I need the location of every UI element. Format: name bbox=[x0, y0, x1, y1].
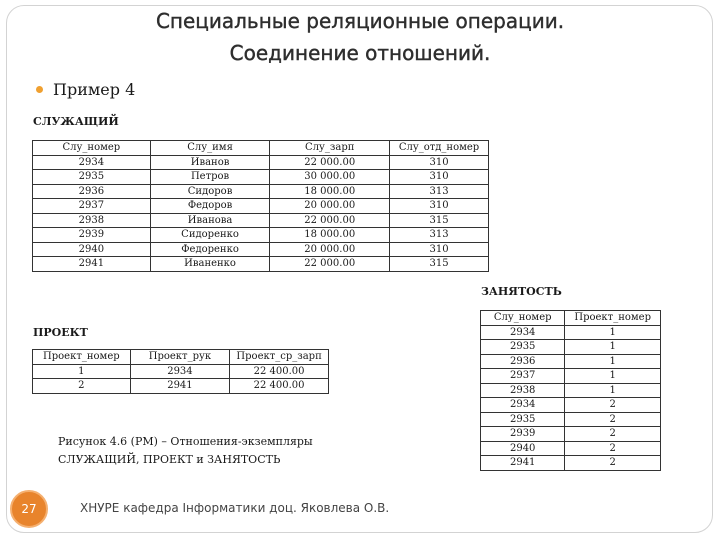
table-row bbox=[481, 441, 661, 456]
table-header-row bbox=[33, 141, 489, 156]
table-cell: 22 000.00 bbox=[270, 155, 390, 170]
table-row bbox=[33, 228, 489, 243]
table-cell: 2 bbox=[565, 456, 661, 471]
table-cell: 1 bbox=[565, 340, 661, 355]
table-row bbox=[481, 456, 661, 471]
table-cell: 315 bbox=[390, 257, 489, 272]
table-cell: 18 000.00 bbox=[270, 184, 390, 199]
table-cell: 310 bbox=[390, 199, 489, 214]
table-cell: Федоренко bbox=[150, 242, 270, 257]
table-cell: 2941 bbox=[33, 257, 151, 272]
table-row bbox=[481, 427, 661, 442]
table-header-row bbox=[33, 350, 329, 365]
page-number: 27 bbox=[21, 502, 37, 516]
column-header: Проект_номер bbox=[565, 311, 661, 326]
bullet-dot-icon bbox=[36, 86, 43, 93]
column-header: Слу_имя bbox=[150, 141, 270, 156]
table-cell: 313 bbox=[390, 184, 489, 199]
table-row bbox=[33, 170, 489, 185]
table-cell: 2940 bbox=[33, 242, 151, 257]
table-cell: 2938 bbox=[33, 213, 151, 228]
table-row bbox=[33, 199, 489, 214]
employees-table bbox=[32, 140, 489, 272]
table-row bbox=[481, 340, 661, 355]
table-cell: 1 bbox=[565, 369, 661, 384]
table-row bbox=[33, 364, 329, 379]
bullet-text: Пример 4 bbox=[53, 80, 136, 99]
table-cell: 18 000.00 bbox=[270, 228, 390, 243]
table-cell: Сидоренко bbox=[150, 228, 270, 243]
table-cell: 1 bbox=[33, 364, 131, 379]
column-header: Проект_номер bbox=[33, 350, 131, 365]
table-cell: 315 bbox=[390, 213, 489, 228]
table-cell: 2937 bbox=[33, 199, 151, 214]
table-cell: 2934 bbox=[481, 325, 565, 340]
table-cell: 313 bbox=[390, 228, 489, 243]
table-cell: 2935 bbox=[481, 412, 565, 427]
table-cell: 2936 bbox=[481, 354, 565, 369]
column-header: Проект_рук bbox=[130, 350, 229, 365]
table-cell: Федоров bbox=[150, 199, 270, 214]
footer-text: ХНУРЕ кафедра Інформатики доц. Яковлева О.В. bbox=[80, 501, 390, 515]
table-row bbox=[481, 369, 661, 384]
table-cell: 310 bbox=[390, 242, 489, 257]
table-cell: 2935 bbox=[33, 170, 151, 185]
table-cell: 2 bbox=[565, 427, 661, 442]
column-header: Слу_зарп bbox=[270, 141, 390, 156]
table-cell: Сидоров bbox=[150, 184, 270, 199]
page-number-badge bbox=[10, 490, 48, 528]
table-cell: 2 bbox=[33, 379, 131, 394]
table-row bbox=[33, 242, 489, 257]
column-header: Слу_отд_номер bbox=[390, 141, 489, 156]
table-cell: 2938 bbox=[481, 383, 565, 398]
table-row bbox=[481, 412, 661, 427]
table-header-row bbox=[481, 311, 661, 326]
table-cell: 22 000.00 bbox=[270, 213, 390, 228]
table-cell: 20 000.00 bbox=[270, 199, 390, 214]
table-cell: 22 400.00 bbox=[230, 379, 329, 394]
table-cell: Иванова bbox=[150, 213, 270, 228]
table-row bbox=[33, 257, 489, 272]
table-cell: 2941 bbox=[130, 379, 229, 394]
busy-table bbox=[480, 310, 661, 471]
table-cell: 2941 bbox=[481, 456, 565, 471]
slide-title-line1: Специальные реляционные операции. bbox=[155, 9, 565, 33]
table-row bbox=[33, 213, 489, 228]
table-cell: 1 bbox=[565, 325, 661, 340]
table-cell: Петров bbox=[150, 170, 270, 185]
table-row bbox=[481, 398, 661, 413]
table-cell: 2937 bbox=[481, 369, 565, 384]
table-row bbox=[481, 383, 661, 398]
table-cell: 310 bbox=[390, 155, 489, 170]
table-cell: 2936 bbox=[33, 184, 151, 199]
table-row bbox=[481, 325, 661, 340]
table-cell: Иваненко bbox=[150, 257, 270, 272]
table-cell: 2934 bbox=[481, 398, 565, 413]
column-header: Слу_номер bbox=[33, 141, 151, 156]
table-cell: 2 bbox=[565, 412, 661, 427]
table-cell: 22 000.00 bbox=[270, 257, 390, 272]
figure-caption-line2: СЛУЖАЩИЙ, ПРОЕКТ и ЗАНЯТОСТЬ bbox=[58, 453, 281, 466]
table-cell: 2 bbox=[565, 441, 661, 456]
table-cell: 2934 bbox=[130, 364, 229, 379]
table-cell: 1 bbox=[565, 354, 661, 369]
bullet-item bbox=[36, 80, 135, 99]
table-cell: 2939 bbox=[481, 427, 565, 442]
table-row bbox=[33, 184, 489, 199]
table-cell: 2935 bbox=[481, 340, 565, 355]
table-cell: 2940 bbox=[481, 441, 565, 456]
table-cell: 1 bbox=[565, 383, 661, 398]
table-cell: 20 000.00 bbox=[270, 242, 390, 257]
table-row bbox=[481, 354, 661, 369]
project-label: ПРОЕКТ bbox=[33, 326, 88, 339]
column-header: Слу_номер bbox=[481, 311, 565, 326]
table-cell: 30 000.00 bbox=[270, 170, 390, 185]
figure-caption-line1: Рисунок 4.6 (РМ) – Отношения-экземпляры bbox=[58, 435, 313, 448]
table-cell: 2 bbox=[565, 398, 661, 413]
slide-title-line2: Соединение отношений. bbox=[229, 41, 491, 65]
table-row bbox=[33, 379, 329, 394]
column-header: Проект_ср_зарп bbox=[230, 350, 329, 365]
table-cell: 310 bbox=[390, 170, 489, 185]
table-cell: Иванов bbox=[150, 155, 270, 170]
employees-label: СЛУЖАЩИЙ bbox=[33, 115, 119, 128]
busy-label: ЗАНЯТОСТЬ bbox=[481, 285, 562, 298]
table-cell: 22 400.00 bbox=[230, 364, 329, 379]
table-row bbox=[33, 155, 489, 170]
table-cell: 2934 bbox=[33, 155, 151, 170]
project-table bbox=[32, 349, 329, 394]
table-cell: 2939 bbox=[33, 228, 151, 243]
